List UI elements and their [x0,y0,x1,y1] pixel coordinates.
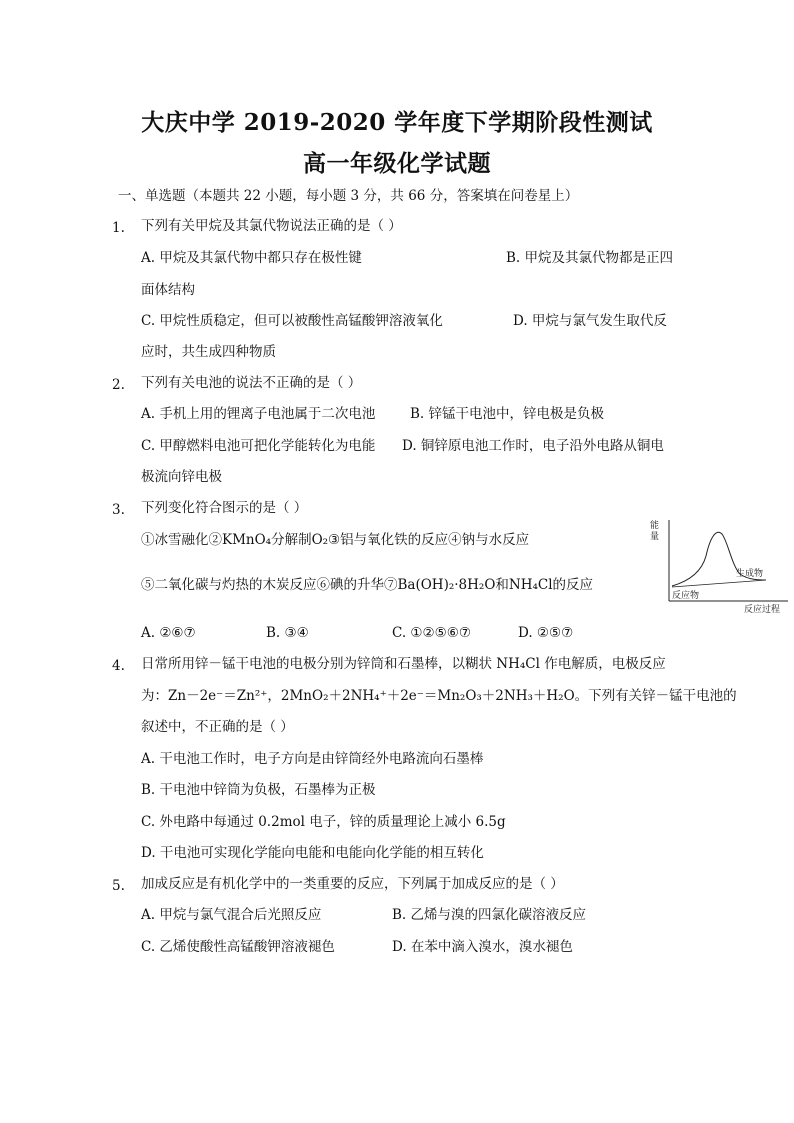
option-a: A. 手机上用的锂离子电池属于二次电池 [141,406,376,422]
option-b: B. 锌锰干电池中，锌电极是负极 [410,406,605,422]
section-heading: 一、单选题（本题共 22 小题，每小题 3 分，共 66 分，答案填在问卷星上） [118,188,579,204]
product-label: 生成物 [736,569,764,579]
option-a: A. 干电池工作时，电子方向是由锌筒经外电路流向石墨棒 [141,751,484,767]
x-axis-label: 反应过程 [744,605,781,615]
question-stem-continued: 叙述中，不正确的是（ ） [141,719,294,735]
option-c: C. 乙烯使酸性高锰酸钾溶液褪色 [141,939,335,955]
question-stem: 下列有关电池的说法不正确的是（ ） [141,375,362,391]
energy-diagram [650,514,792,616]
change-list-1: ①冰雪融化②KMnO₄分解制O₂③铝与氧化铁的反应④钠与水反应 [141,532,530,548]
option-b-continued: 面体结构 [141,282,195,298]
question-number: 2. [112,377,125,393]
option-d: D. 甲烷与氯气发生取代反 [513,313,667,329]
option-d: D. 干电池可实现化学能向电能和电能向化学能的相互转化 [141,845,484,861]
electrode-reaction: 为：Zn－2e⁻＝Zn²⁺，2MnO₂＋2NH₄⁺＋2e⁻＝Mn₂O₃＋2NH₃＋H₂O。下列有关锌－锰干电池的 [141,688,737,704]
option-b: B. 甲烷及其氯代物都是正四 [506,250,674,266]
option-b: B. 干电池中锌筒为负极，石墨棒为正极 [141,782,376,798]
option-b: B. 乙烯与溴的四氯化碳溶液反应 [392,907,587,923]
change-list-2: ⑤二氧化碳与灼热的木炭反应⑥碘的升华⑦Ba(OH)₂·8H₂O和NH₄Cl的反应 [141,577,594,593]
option-d: D. ②⑤⑦ [518,625,574,641]
question-number: 5. [112,878,125,894]
option-c: C. ①②⑤⑥⑦ [392,625,471,641]
option-a: A. ②⑥⑦ [141,625,196,641]
option-b: B. ③④ [266,625,309,641]
question-stem: 加成反应是有机化学中的一类重要的反应，下列属于加成反应的是（ ） [141,876,564,892]
option-a: A. 甲烷与氯气混合后光照反应 [141,907,322,923]
question-number: 3. [112,502,125,518]
question-number: 1. [112,220,125,236]
y-axis-label-1: 能 [650,521,660,531]
question-stem: 下列有关甲烷及其氯代物说法正确的是（ ） [141,218,402,234]
option-c: C. 甲烷性质稳定，但可以被酸性高锰酸钾溶液氧化 [141,313,443,329]
option-d: D. 铜锌原电池工作时，电子沿外电路从铜电 [402,438,664,454]
reactant-product-line [672,580,766,587]
y-axis-label-2: 量 [650,532,660,542]
exam-subtitle: 高一年级化学试题 [303,150,491,177]
question-stem: 下列变化符合图示的是（ ） [141,500,308,516]
option-c: C. 甲醇燃料电池可把化学能转化为电能 [141,438,376,454]
option-a: A. 甲烷及其氯代物中都只存在极性键 [141,250,362,266]
question-number: 4. [112,658,125,674]
reactant-label: 反应物 [672,591,700,601]
question-stem: 日常所用锌－锰干电池的电极分别为锌筒和石墨棒，以糊状 NH₄Cl 作电解质，电极反应 [141,656,666,672]
exam-title: 大庆中学 2019-2020 学年度下学期阶段性测试 [141,109,653,136]
option-d: D. 在苯中滴入溴水，溴水褪色 [392,939,573,955]
option-c: C. 外电路中每通过 0.2mol 电子，锌的质量理论上减小 6.5g [141,814,506,830]
option-d-continued: 应时，共生成四种物质 [141,344,276,360]
option-d-continued: 极流向锌电极 [141,469,222,485]
